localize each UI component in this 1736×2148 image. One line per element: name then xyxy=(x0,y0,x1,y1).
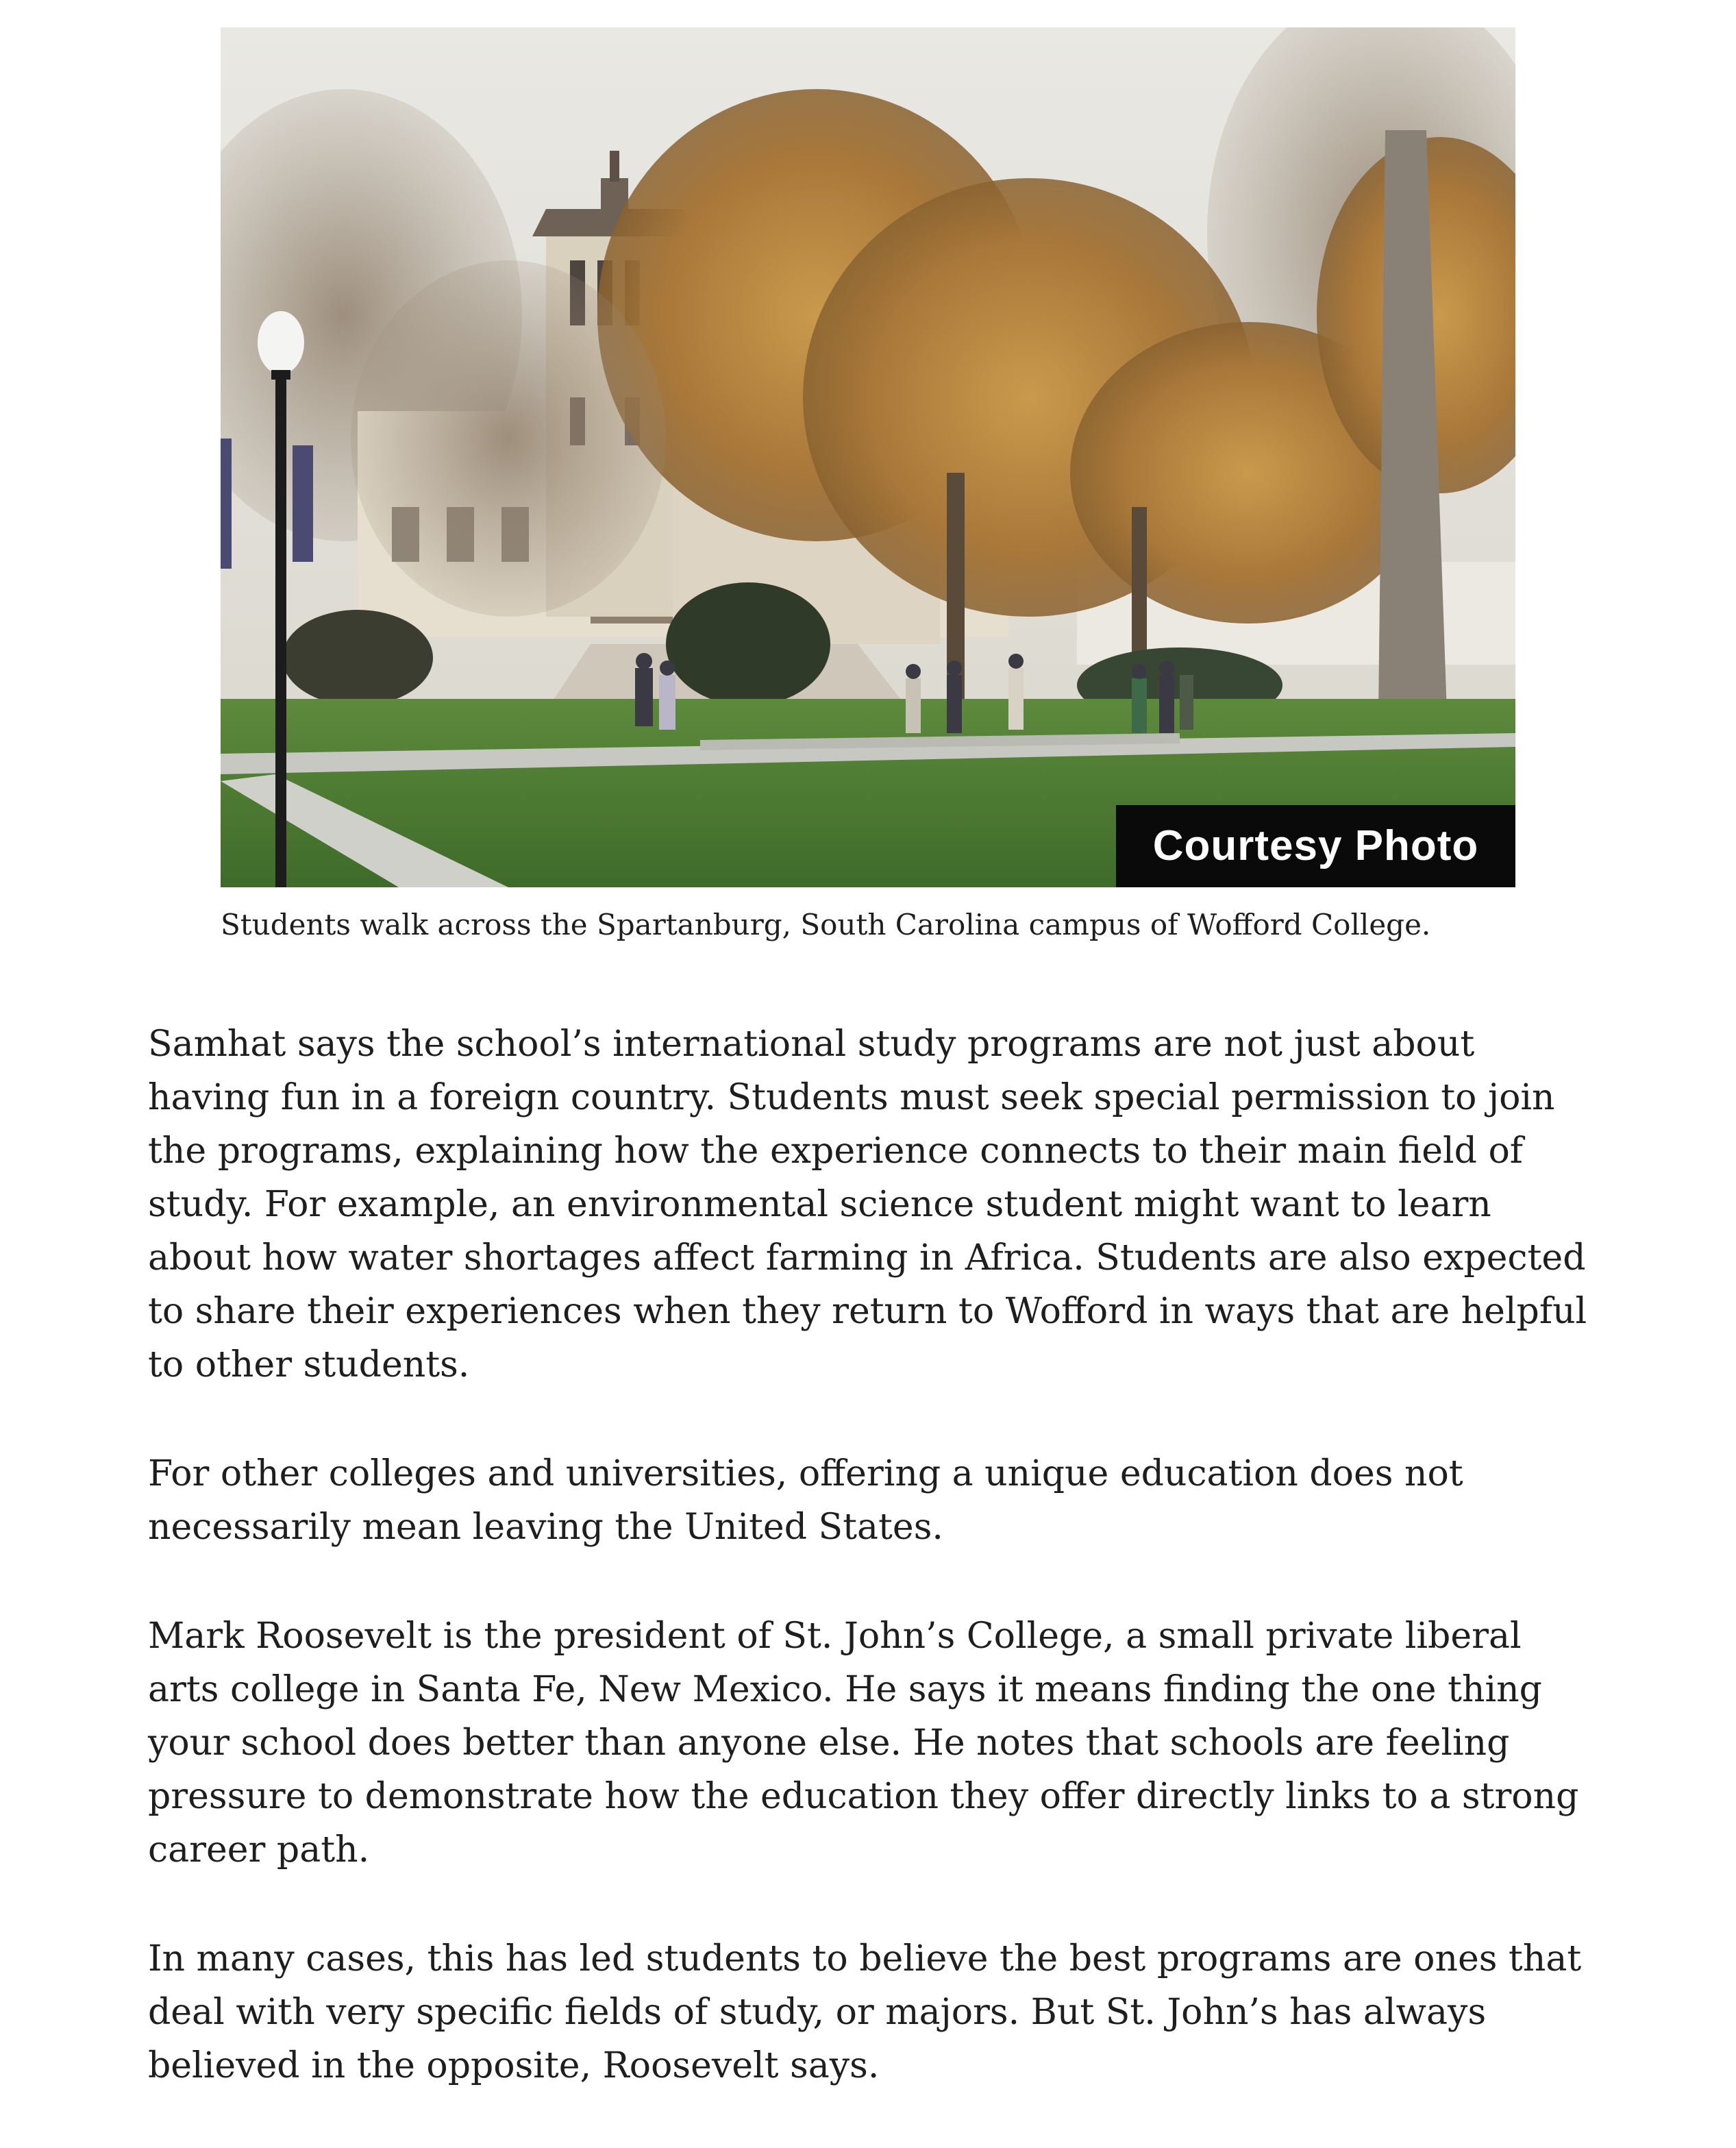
article-paragraph: For other colleges and universities, offering a unique education does not necessarily mean leaving the United States. xyxy=(148,1453,1463,1548)
article-body xyxy=(148,1017,1594,2148)
article-paragraph: Samhat says the school’s international study programs are not just about having fun in a foreign country. Students must seek special permission to join the programs, explaining how the experience connects to their main field of study. For example, an environmental science student might want to learn about how water shortages affect farming in Africa. Students are also expected to share their experiences when they return to Wofford in ways that are helpful to other students. xyxy=(148,1024,1587,1385)
photo-caption: Students walk across the Spartanburg, South Carolina campus of Wofford College. xyxy=(221,908,1431,941)
article-paragraph: In many cases, this has led students to believe the best programs are ones that deal with very specific fields of study, or majors. But St. John’s has always believed in the opposite, Roosevelt says. xyxy=(148,1938,1582,2086)
campus-photo-illustration xyxy=(221,27,1515,887)
article-paragraph: Mark Roosevelt is the president of St. John’s College, a small private liberal arts college in Santa Fe, New Mexico. He says it means finding the one thing your school does better than anyone else. He notes that schools are feeling pressure to demonstrate how the education they offer directly links to a strong career path. xyxy=(148,1616,1579,1871)
article-figure xyxy=(221,27,1515,944)
photo-credit: Courtesy Photo xyxy=(1116,805,1515,887)
campus-photo xyxy=(221,27,1515,887)
